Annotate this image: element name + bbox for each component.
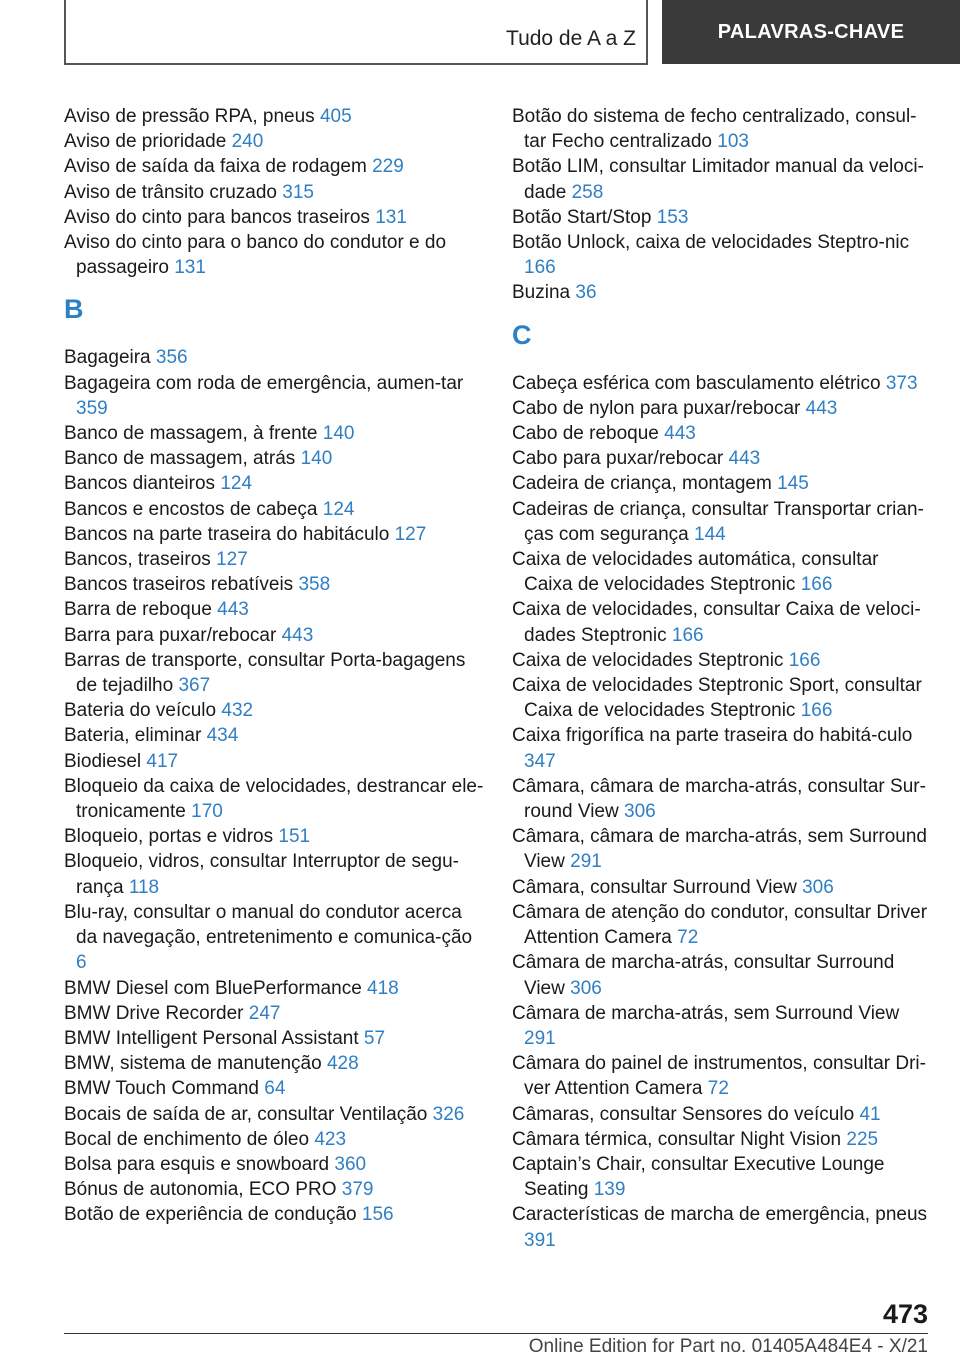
page-reference-link[interactable]: 72	[677, 927, 699, 949]
index-entry-text: Cadeiras de criança, consultar Transportar crian‐ças com segurança	[512, 498, 924, 545]
index-entry	[512, 205, 932, 230]
index-entry	[64, 1102, 484, 1127]
page-reference-link[interactable]: 367	[178, 675, 211, 697]
index-entry	[64, 497, 484, 522]
index-entry-text: Câmara do painel de instrumentos, consultar Dri‐ver Attention Camera	[512, 1053, 926, 1100]
index-entry	[64, 471, 484, 496]
index-entry-text: Aviso de trânsito cruzado	[64, 181, 277, 203]
index-entry-text: Câmara, câmara de marcha-atrás, sem Surround View	[512, 826, 927, 873]
page-reference-link[interactable]: 156	[361, 1204, 394, 1226]
page-reference-link[interactable]: 6	[76, 952, 87, 974]
page-reference-link[interactable]: 36	[575, 282, 597, 304]
index-entry-text: Características de marcha de emergência, pneus	[512, 1204, 928, 1226]
index-entry-text: Câmara de atenção do condutor, consultar Driver Attention Camera	[512, 901, 928, 949]
index-entry	[64, 824, 484, 849]
index-entry-text: BMW Intelligent Personal Assistant	[64, 1027, 359, 1049]
index-entry-text: Botão LIM, consultar Limitador manual da veloci‐dade	[512, 156, 924, 203]
index-entry	[64, 205, 484, 230]
page-reference-link[interactable]: 153	[656, 206, 689, 228]
index-entry	[64, 547, 484, 572]
index-entry-text: Bateria, eliminar	[64, 725, 202, 747]
page-reference-link[interactable]: 166	[800, 574, 833, 596]
index-entry	[64, 421, 484, 446]
index-entry-text: Câmara de marcha-atrás, consultar Surround View	[512, 952, 895, 999]
index-entry	[64, 849, 484, 899]
index-entry-text: Bocal de enchimento de óleo	[64, 1128, 310, 1150]
index-entry	[512, 230, 932, 280]
index-entry	[64, 446, 484, 471]
page-reference-link[interactable]: 306	[624, 801, 656, 823]
index-entry-text: Barra para puxar/rebocar	[64, 624, 277, 646]
index-entry	[512, 950, 932, 1000]
index-column-right	[512, 104, 932, 1253]
page-reference-link[interactable]: 428	[326, 1053, 359, 1075]
page-number: 473	[882, 1299, 928, 1329]
page-reference-link[interactable]: 258	[571, 181, 604, 203]
index-entry	[512, 371, 932, 396]
page-reference-link[interactable]: 247	[248, 1002, 281, 1024]
index-entry	[512, 723, 932, 773]
index-entry-text: Caixa de velocidades Steptronic	[512, 649, 784, 671]
index-entry	[64, 154, 484, 179]
index-entry-text: Câmara, câmara de marcha-atrás, consultar Sur‐round View	[512, 775, 926, 823]
index-entry	[64, 1177, 484, 1202]
index-entry	[512, 1152, 932, 1202]
index-entry	[512, 104, 932, 154]
index-entry-text: Barra de reboque	[64, 599, 212, 621]
page-reference-link[interactable]: 166	[800, 700, 833, 722]
index-entry	[512, 875, 932, 900]
page-reference-link[interactable]: 124	[322, 498, 355, 520]
index-entry	[512, 280, 932, 305]
page-reference-link[interactable]: 417	[146, 750, 179, 772]
index-entry-text: Bancos e encostos de cabeça	[64, 498, 318, 520]
page-reference-link[interactable]: 127	[216, 549, 248, 571]
page-reference-link[interactable]: 124	[220, 473, 253, 495]
index-entry	[64, 749, 484, 774]
page-reference-link[interactable]: 151	[278, 826, 311, 848]
index-entry-text: Bloqueio, portas e vidros	[64, 826, 274, 848]
index-entry	[64, 698, 484, 723]
index-entry-text: Caixa frigorífica na parte traseira do habitá‐culo	[512, 725, 913, 747]
index-entry-text: Barras de transporte, consultar Porta-bagagens de tejadilho	[64, 649, 466, 697]
page-reference-link[interactable]: 240	[231, 131, 264, 153]
page-reference-link[interactable]: 166	[671, 624, 704, 646]
page-reference-link[interactable]: 139	[593, 1179, 626, 1201]
index-entry-text: Bancos dianteiros	[64, 473, 216, 495]
page-reference-link[interactable]: 356	[155, 347, 188, 369]
index-entry	[512, 824, 932, 874]
footer-rule	[64, 1333, 928, 1334]
index-entry-text: Buzina	[512, 282, 571, 304]
index-entry	[64, 345, 484, 370]
page-reference-link[interactable]: 306	[570, 977, 602, 999]
index-entry	[64, 572, 484, 597]
index-entry	[64, 648, 484, 698]
index-entry-text: Botão Start/Stop	[512, 206, 652, 228]
index-entry-text: Botão do sistema de fecho centralizado, consul‐tar Fecho centralizado	[512, 106, 917, 153]
index-entry-text: Captain’s Chair, consultar Executive Lounge Seating	[512, 1153, 885, 1201]
page-reference-link[interactable]: 358	[298, 574, 331, 596]
index-entry	[64, 371, 484, 421]
page-reference-link[interactable]: 359	[76, 397, 108, 419]
index-entry	[512, 648, 932, 673]
index-entry	[64, 180, 484, 205]
page-reference-link[interactable]: 434	[206, 725, 239, 747]
page-reference-link[interactable]: 326	[432, 1103, 465, 1125]
header-rule-left	[64, 0, 66, 64]
page-reference-link[interactable]: 306	[802, 876, 834, 898]
index-entry	[64, 976, 484, 1001]
edition-note: Online Edition for Part no. 01405A484E4 - X/21	[528, 1336, 928, 1357]
index-entry-text: Aviso de saída da faixa de rodagem	[64, 156, 367, 178]
index-entry-text: Banco de massagem, à frente	[64, 423, 318, 445]
index-entry-text: BMW Diesel com BluePerformance	[64, 977, 362, 999]
index-entry	[512, 421, 932, 446]
index-entry	[64, 1127, 484, 1152]
index-entry-text: Cabo para puxar/rebocar	[512, 448, 724, 470]
index-entry-text: Caixa de velocidades Steptronic Sport, consultar Caixa de velocidades Steptronic	[512, 675, 922, 722]
index-entry-text: Bloqueio da caixa de velocidades, destrancar ele‐tronicamente	[64, 775, 484, 823]
index-entry-text: Biodiesel	[64, 750, 142, 772]
index-entry	[512, 396, 932, 421]
index-entry-text: Cabo de reboque	[512, 423, 659, 445]
page-reference-link[interactable]: 41	[859, 1103, 881, 1125]
page-reference-link[interactable]: 140	[322, 423, 355, 445]
header-rule-divider	[646, 0, 648, 64]
index-letter-heading: B	[64, 294, 84, 325]
page-reference-link[interactable]: 373	[885, 372, 918, 394]
index-entry	[64, 900, 484, 976]
page-reference-link[interactable]: 229	[372, 156, 404, 178]
index-entry	[64, 522, 484, 547]
index-entry	[64, 1076, 484, 1101]
page-reference-link[interactable]: 72	[707, 1078, 729, 1100]
index-entry	[512, 673, 932, 723]
index-entry-text: Bónus de autonomia, ECO PRO	[64, 1179, 337, 1201]
index-letter-heading: C	[512, 319, 532, 350]
index-entry-text: Câmara de marcha-atrás, sem Surround View	[512, 1002, 900, 1024]
index-entry-text: Cadeira de criança, montagem	[512, 473, 772, 495]
index-entry	[64, 723, 484, 748]
page-reference-link[interactable]: 127	[394, 523, 427, 545]
page-reference-link[interactable]: 144	[694, 523, 726, 545]
index-entry-text: Bancos na parte traseira do habitáculo	[64, 523, 390, 545]
index-entry	[64, 1026, 484, 1051]
page-reference-link[interactable]: 443	[664, 423, 696, 445]
index-entry-text: Caixa de velocidades automática, consultar Caixa de velocidades Steptronic	[512, 549, 879, 596]
index-entry-text: Bagageira	[64, 347, 151, 369]
page-reference-link[interactable]: 166	[788, 649, 821, 671]
page-reference-link[interactable]: 166	[524, 257, 556, 279]
page-reference-link[interactable]: 131	[375, 206, 407, 228]
section-title: Tudo de A a Z	[506, 27, 636, 50]
index-entry-text: Cabeça esférica com basculamento elétrico	[512, 372, 881, 394]
page-reference-link[interactable]: 347	[524, 750, 556, 772]
index-entry-text: BMW Touch Command	[64, 1078, 259, 1100]
index-entry	[512, 446, 932, 471]
page-reference-link[interactable]: 131	[174, 257, 206, 279]
index-entry-text: Bancos traseiros rebatíveis	[64, 574, 294, 596]
index-entry-text: BMW Drive Recorder	[64, 1002, 244, 1024]
page-reference-link[interactable]: 443	[217, 599, 249, 621]
index-entry-text: BMW, sistema de manutenção	[64, 1053, 322, 1075]
page-reference-link[interactable]: 423	[314, 1128, 347, 1150]
index-entry-text: Aviso de pressão RPA, pneus	[64, 106, 315, 127]
page-reference-link[interactable]: 291	[524, 1027, 556, 1049]
index-entry	[512, 547, 932, 597]
index-entry	[512, 154, 932, 204]
page-reference-link[interactable]: 443	[728, 448, 761, 470]
index-entry-text: Botão Unlock, caixa de velocidades Steptro‐nic	[512, 232, 910, 254]
index-entry	[64, 1152, 484, 1177]
index-entry-text: Cabo de nylon para puxar/rebocar	[512, 397, 801, 419]
index-entry-text: Bateria do veículo	[64, 700, 217, 722]
index-entry-text: Bloqueio, vidros, consultar Interruptor de segu‐rança	[64, 851, 459, 898]
index-entry	[512, 774, 932, 824]
index-entry-text: Bolsa para esquis e snowboard	[64, 1153, 330, 1175]
page-reference-link[interactable]: 443	[805, 397, 838, 419]
keywords-tab[interactable]: PALAVRAS-CHAVE	[662, 0, 960, 64]
index-entry-text: Aviso do cinto para o banco do condutor e do passageiro	[64, 232, 447, 279]
page-reference-link[interactable]: 170	[191, 801, 223, 823]
index-entry-text: Bocais de saída de ar, consultar Ventilação	[64, 1103, 428, 1125]
page-reference-link[interactable]: 391	[524, 1229, 556, 1251]
index-entry	[512, 497, 932, 547]
index-entry	[64, 230, 484, 280]
page-reference-link[interactable]: 291	[570, 851, 602, 873]
page-reference-link[interactable]: 432	[221, 700, 254, 722]
index-entry-text: Câmara, consultar Surround View	[512, 876, 797, 898]
index-entry	[64, 774, 484, 824]
index-entry-text: Blu-ray, consultar o manual do condutor acerca da navegação, entretenimento e comunica‐ção	[64, 901, 473, 949]
page-reference-link[interactable]: 225	[846, 1128, 879, 1150]
index-entry	[512, 1202, 932, 1252]
index-entry	[64, 623, 484, 648]
index-entry	[512, 471, 932, 496]
index-entry	[512, 1127, 932, 1152]
page-reference-link[interactable]: 140	[300, 448, 333, 470]
page-reference-link[interactable]: 379	[341, 1179, 374, 1201]
index-entry	[64, 1001, 484, 1026]
index-entry-text: Aviso do cinto para bancos traseiros	[64, 206, 370, 228]
page-reference-link[interactable]: 103	[717, 131, 749, 153]
index-entry-text: Câmara térmica, consultar Night Vision	[512, 1128, 842, 1150]
page-reference-link[interactable]: 443	[281, 624, 314, 646]
index-entry	[512, 597, 932, 647]
page-reference-link[interactable]: 418	[367, 977, 399, 999]
page-reference-link[interactable]: 64	[264, 1078, 286, 1100]
index-entry-text: Caixa de velocidades, consultar Caixa de veloci‐dades Steptronic	[512, 599, 921, 646]
page-reference-link[interactable]: 118	[128, 876, 160, 898]
page-reference-link[interactable]: 315	[282, 181, 314, 203]
index-entry	[512, 1051, 932, 1101]
index-entry-text: Banco de massagem, atrás	[64, 448, 296, 470]
index-entry	[64, 1051, 484, 1076]
index-entry-text: Aviso de prioridade	[64, 131, 227, 153]
index-column-left	[64, 104, 484, 1228]
page-reference-link[interactable]: 405	[319, 106, 352, 127]
index-entry-text: Bancos, traseiros	[64, 549, 211, 571]
page-reference-link[interactable]: 145	[777, 473, 809, 495]
index-entry	[64, 597, 484, 622]
index-entry-text: Botão de experiência de condução	[64, 1204, 357, 1226]
index-entry-text: Bagageira com roda de emergência, aumen‐tar	[64, 372, 464, 394]
page-reference-link[interactable]: 360	[334, 1153, 367, 1175]
index-entry	[64, 129, 484, 154]
header-rule	[64, 63, 648, 65]
index-entry-text: Câmaras, consultar Sensores do veículo	[512, 1103, 855, 1125]
index-entry	[512, 900, 932, 950]
index-entry	[64, 1202, 484, 1227]
index-entry	[512, 1102, 932, 1127]
index-entry	[64, 104, 484, 129]
index-entry	[512, 1001, 932, 1051]
page-reference-link[interactable]: 57	[363, 1027, 386, 1049]
